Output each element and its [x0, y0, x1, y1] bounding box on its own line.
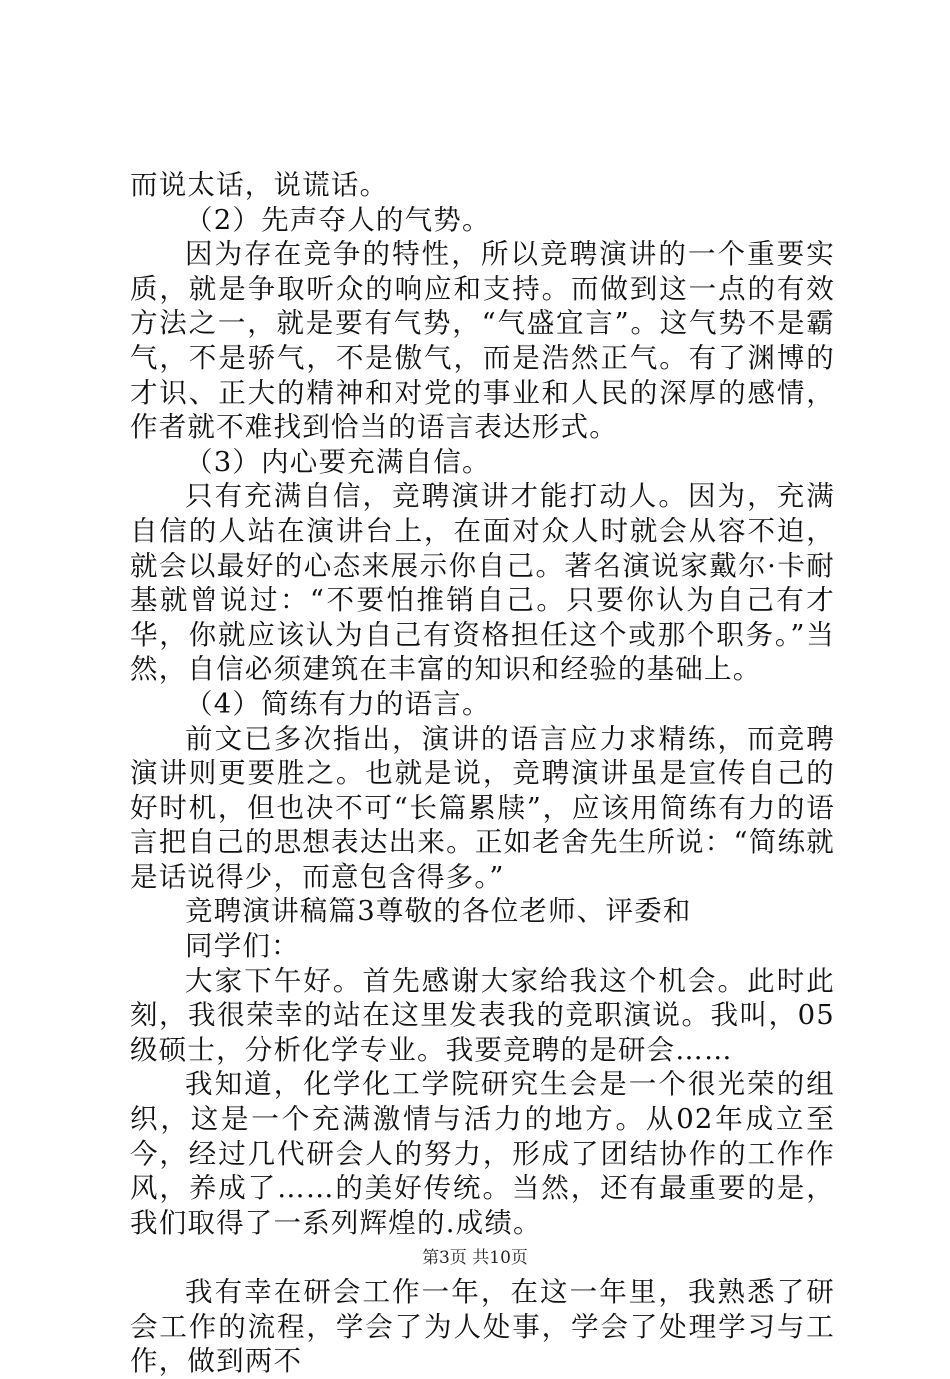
article-title: 竞聘演讲稿篇3尊敬的各位老师、评委和: [185, 895, 692, 928]
section-heading: （4）简练有力的语言。: [185, 687, 491, 720]
paragraph: 而说太话，说谎话。: [130, 169, 389, 201]
document-body: [130, 168, 835, 1379]
section-heading: （2）先声夺人的气势。: [185, 203, 491, 236]
paragraph: 前文已多次指出，演讲的语言应力求精练，而竞聘演讲则更要胜之。也就是说，竞聘演讲虽是宣传自己的好时机，但也决不可“长篇累牍”，应该用简练有力的语言把自己的思想表达出来。正如老舍先生所说：“简练就是话说得少，而意包含得多。”: [130, 722, 835, 893]
section-heading: （3）内心要充满自信。: [185, 445, 491, 478]
page-number-footer: 第3页 共10页: [422, 1248, 528, 1268]
salutation: 同学们：: [185, 930, 300, 963]
paragraph: 因为存在竞争的特性，所以竞聘演讲的一个重要实质，就是争取听众的响应和支持。而做到这一点的有效方法之一，就是要有气势，“气盛宜言”。这气势不是霸气，不是骄气，不是傲气，而是浩然正气。有了渊博的才识、正大的精神和对党的事业和人民的深厚的感情，作者就不难找到恰当的语言表达形式。: [130, 238, 835, 444]
paragraph: 我知道，化学化工学院研究生会是一个很光荣的组织，这是一个充满激情与活力的地方。从02年成立至今，经过几代研会人的努力，形成了团结协作的工作作风，养成了……的美好传统。当然，还有最重要的是，我们取得了一系列辉煌的.成绩。: [130, 1068, 835, 1239]
paragraph: 只有充满自信，竞聘演讲才能打动人。因为，充满自信的人站在演讲台上，在面对众人时就会从容不迫，就会以最好的心态来展示你自己。著名演说家戴尔·卡耐基就曾说过：“不要怕推销自己。只要你认为自己有才华，你就应该认为自己有资格担任这个或那个职务。”当然，自信必须建筑在丰富的知识和经验的基础上。: [130, 480, 835, 686]
paragraph: 我有幸在研会工作一年，在这一年里，我熟悉了研会工作的流程，学会了为人处事，学会了处理学习与工作，做到两不: [130, 1276, 835, 1378]
paragraph: 大家下午好。首先感谢大家给我这个机会。此时此刻，我很荣幸的站在这里发表我的竞职演说。我叫，05级硕士，分析化学专业。我要竞聘的是研会……: [130, 964, 835, 1066]
